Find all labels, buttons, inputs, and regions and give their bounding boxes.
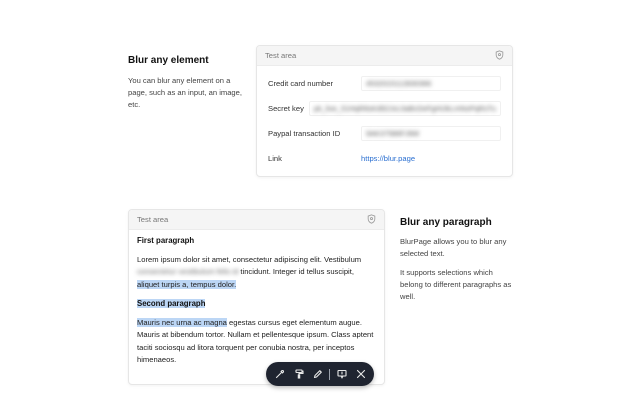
credit-card-value: 4532015112830366	[366, 79, 432, 88]
secret-key-label: Secret key	[268, 104, 304, 113]
blur-page-link[interactable]: https://blur.page	[361, 154, 416, 163]
description-text: BlurPage allows you to blur any selected text.	[400, 237, 507, 258]
pencil-icon[interactable]	[310, 367, 325, 382]
form-row-link	[257, 146, 512, 171]
eyedropper-icon[interactable]	[272, 367, 287, 382]
form-row-paypal	[257, 121, 512, 146]
selected-text-segment: aliquet turpis a, tempus dolor.	[137, 279, 237, 289]
shield-icon[interactable]	[495, 50, 504, 62]
secret-key-value: pk_live_51HqR8sKd92JxL0aBcDeFgHiJkLmNoPqRsTu	[313, 104, 496, 113]
link-label: Link	[268, 154, 282, 163]
card-header	[129, 210, 384, 230]
text-segment: tincidunt. Integer id tellus suscipit,	[238, 267, 354, 276]
form-row-credit-card	[257, 71, 512, 96]
paypal-label: Paypal transaction ID	[268, 129, 341, 138]
text-segment: Lorem ipsum dolor sit amet, consectetur adipiscing elit. Vestibulum	[137, 254, 362, 264]
card-header-title: Test area	[137, 215, 169, 224]
credit-card-label: Credit card number	[268, 79, 333, 88]
second-paragraph[interactable]	[137, 317, 376, 367]
card-header-title: Test area	[265, 51, 297, 60]
credit-card-input[interactable]	[361, 76, 501, 91]
first-paragraph[interactable]	[137, 254, 376, 292]
text-segment: egestas cursus eget elementum augue. Mauris at bibendum tortor. Nullam et pellentesque ipsum. Class aptent taciti sociosqu ad litora torquent per conubia nostra, per inceptos himenaeos.	[137, 317, 374, 364]
description-text: It supports selections which belong to different paragraphs as well.	[400, 268, 512, 301]
selected-text-segment: Mauris nec urna ac magna	[137, 317, 227, 327]
test-area-card-paragraphs	[128, 209, 385, 385]
blurred-text-segment: consectetur vestibulum felis id	[137, 267, 239, 276]
toolbar-divider	[329, 369, 330, 380]
section-title-blur-paragraph: Blur any paragraph	[400, 217, 492, 228]
first-paragraph-title: First paragraph	[137, 236, 195, 245]
close-icon[interactable]	[353, 367, 368, 382]
paragraph-content[interactable]	[129, 230, 384, 367]
paint-roller-icon[interactable]	[291, 367, 306, 382]
comment-icon[interactable]	[334, 367, 349, 382]
second-paragraph-title	[137, 298, 376, 311]
secret-key-input[interactable]	[309, 101, 501, 116]
selected-text-segment: Second paragraph	[137, 299, 206, 308]
blur-toolbar	[266, 362, 374, 386]
paypal-input[interactable]	[361, 126, 501, 141]
section-description-blur-paragraph	[400, 236, 512, 310]
form-row-secret-key	[257, 96, 512, 121]
description-text: You can blur any element on a page, such as an input, an image, etc.	[128, 76, 242, 109]
section-description-blur-element	[128, 75, 246, 118]
section-title-blur-element: Blur any element	[128, 55, 209, 66]
paypal-value: 9AK37586FJ6M	[366, 129, 419, 138]
shield-icon[interactable]	[367, 214, 376, 226]
test-area-card-form	[256, 45, 513, 177]
card-header	[257, 46, 512, 66]
